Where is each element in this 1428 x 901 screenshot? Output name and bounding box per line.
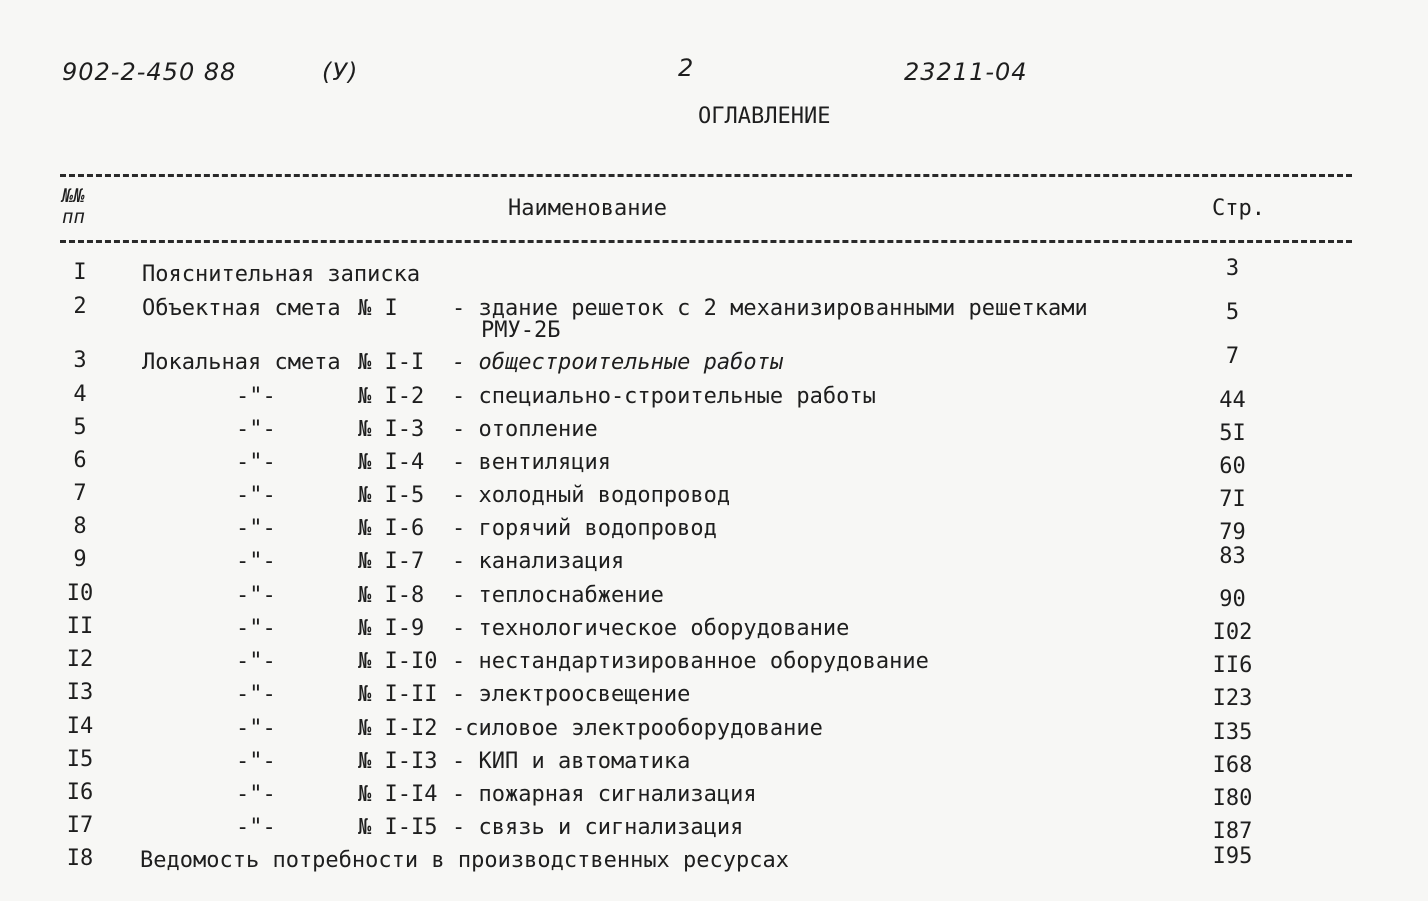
- row-number: I0: [66, 581, 94, 606]
- row-estimate: № I-I0: [358, 649, 438, 674]
- row-description: - связь и сигнализация: [452, 815, 744, 840]
- row-page: 44: [1219, 388, 1246, 413]
- row-number: 6: [73, 448, 87, 473]
- row-description: - общестроительные работы: [452, 350, 784, 375]
- row-estimate: № I-5: [358, 483, 425, 508]
- row-label: -"-: [236, 815, 276, 840]
- row-label: -"-: [236, 583, 276, 608]
- row-label: -"-: [236, 450, 276, 475]
- row-page: 7: [1225, 344, 1240, 369]
- row-label: -"-: [236, 549, 276, 574]
- row-page: I87: [1212, 819, 1253, 844]
- row-number: I3: [66, 680, 94, 705]
- row-page: I68: [1212, 753, 1253, 778]
- row-estimate: № I-I4: [358, 782, 438, 807]
- sheet-code: 23211-04: [904, 58, 1028, 86]
- document-title: ОГЛАВЛЕНИЕ: [698, 104, 831, 129]
- row-estimate: № I-I3: [358, 749, 438, 774]
- row-description: - нестандартизированное оборудование: [452, 649, 929, 674]
- row-estimate: № I: [358, 296, 398, 321]
- row-number: II: [66, 614, 94, 639]
- row-description: - теплоснабжение: [452, 583, 664, 608]
- row-page: II6: [1212, 653, 1253, 678]
- row-number: 3: [73, 348, 87, 373]
- row-page: I95: [1212, 844, 1253, 869]
- row-number: 8: [73, 514, 87, 539]
- column-page-header: Стр.: [1212, 196, 1265, 221]
- row-page: 79: [1219, 520, 1246, 545]
- row-number: 4: [73, 382, 87, 407]
- row-estimate: № I-9: [358, 616, 425, 641]
- row-label: Ведомость потребности в производственных ресурсах: [140, 848, 790, 873]
- row-label: -"-: [236, 384, 276, 409]
- row-page: 60: [1219, 454, 1246, 479]
- row-label: -"-: [236, 516, 276, 541]
- row-description: - здание решеток с 2 механизированными решетками: [452, 296, 1088, 321]
- row-label: Пояснительная записка: [142, 262, 421, 287]
- row-description: - технологическое оборудование: [452, 616, 850, 641]
- row-label: -"-: [236, 749, 276, 774]
- header-bottom-rule: [60, 240, 1352, 243]
- row-estimate: № I-8: [358, 583, 425, 608]
- row-number: I5: [66, 747, 94, 772]
- row-estimate: № I-2: [358, 384, 425, 409]
- row-page: I02: [1212, 620, 1253, 645]
- row-number: 9: [73, 547, 87, 572]
- row-label: Объектная смета: [142, 296, 341, 321]
- column-num-header: №№ пп: [62, 185, 85, 228]
- row-description: - вентиляция: [452, 450, 611, 475]
- row-number: 5: [73, 415, 87, 440]
- top-rule: [60, 174, 1352, 177]
- variant-mark: (У): [322, 58, 359, 86]
- row-description: - канализация: [452, 549, 625, 574]
- row-estimate: № I-I: [358, 350, 425, 375]
- row-estimate: № I-I2: [358, 716, 438, 741]
- row-page: 90: [1219, 587, 1246, 612]
- row-label: -"-: [236, 649, 276, 674]
- row-label: -"-: [236, 782, 276, 807]
- row-estimate: № I-7: [358, 549, 425, 574]
- row-label: -"-: [236, 716, 276, 741]
- column-name-header: Наименование: [508, 196, 667, 221]
- row-number: I6: [66, 780, 94, 805]
- row-description: - электроосвещение: [452, 682, 691, 707]
- row-description: - специально-строительные работы: [452, 384, 876, 409]
- row-number: I2: [66, 647, 94, 672]
- row-description: - КИП и автоматика: [452, 749, 691, 774]
- row-number: I4: [66, 714, 94, 739]
- row-label: Локальная смета: [142, 350, 341, 375]
- row-label: -"-: [236, 682, 276, 707]
- row-number: I8: [66, 846, 94, 871]
- row-description: - пожарная сигнализация: [452, 782, 757, 807]
- row-label: -"-: [236, 417, 276, 442]
- row-page: 83: [1219, 544, 1246, 569]
- row-estimate: № I-3: [358, 417, 425, 442]
- row-description: - холодный водопровод: [452, 483, 731, 508]
- row-number: I7: [66, 813, 94, 838]
- page-number: 2: [678, 54, 695, 82]
- row-page: 5: [1225, 300, 1240, 325]
- row-page: I23: [1212, 686, 1253, 711]
- row-estimate: № I-II: [358, 682, 438, 707]
- row-number: 2: [73, 294, 87, 319]
- row-number: 7: [73, 481, 87, 506]
- row-estimate: № I-I5: [358, 815, 438, 840]
- project-code: 902-2-450 88: [62, 58, 237, 86]
- row-estimate: № I-4: [358, 450, 425, 475]
- row-number: I: [73, 260, 87, 285]
- row-description: - горячий водопровод: [452, 516, 717, 541]
- row-page: I80: [1212, 786, 1253, 811]
- row-page: 5I: [1219, 421, 1246, 446]
- row-description: -силовое электрооборудование: [452, 716, 823, 741]
- row-description-continued: РМУ-2Б: [481, 318, 561, 343]
- row-page: 3: [1225, 256, 1240, 281]
- row-page: I35: [1212, 720, 1253, 745]
- row-estimate: № I-6: [358, 516, 425, 541]
- row-label: -"-: [236, 483, 276, 508]
- row-description: - отопление: [452, 417, 598, 442]
- row-label: -"-: [236, 616, 276, 641]
- row-page: 7I: [1219, 487, 1246, 512]
